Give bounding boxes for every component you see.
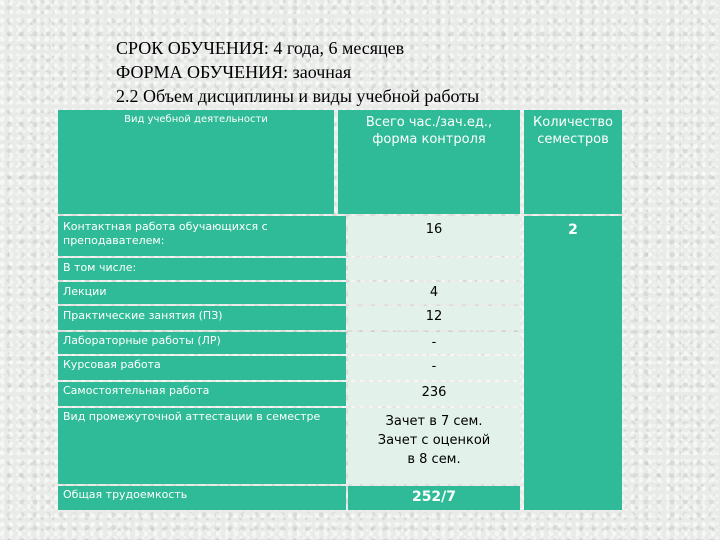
- header-activity: Вид учебной деятельности: [58, 110, 334, 214]
- row-label-coursework: Курсовая работа: [58, 356, 346, 380]
- row-label-labs: Лабораторные работы (ЛР): [58, 332, 346, 354]
- study-duration: СРОК ОБУЧЕНИЯ: 4 года, 6 месяцев: [116, 38, 405, 58]
- row-value-selfstudy: 236: [348, 382, 520, 406]
- row-label-practicals: Практические занятия (ПЗ): [58, 306, 346, 330]
- row-value-labs: -: [348, 332, 520, 354]
- row-label-total: Общая трудоемкость: [58, 486, 346, 510]
- row-value-attestation: Зачет в 7 сем. Зачет с оценкой в 8 сем.: [348, 408, 520, 484]
- row-value-coursework: -: [348, 356, 520, 380]
- semester-count: 2: [524, 216, 622, 510]
- row-value-contact: 16: [348, 216, 520, 256]
- row-label-contact: Контактная работа обучающихся с преподавателем:: [58, 216, 346, 256]
- header-total: Всего час./зач.ед., форма контроля: [338, 110, 520, 214]
- row-label-attestation: Вид промежуточной аттестации в семестре: [58, 408, 346, 484]
- row-value-total: 252/7: [348, 486, 520, 510]
- row-value-lectures: 4: [348, 282, 520, 304]
- row-label-including: В том числе:: [58, 258, 346, 280]
- row-value-practicals: 12: [348, 306, 520, 330]
- row-label-lectures: Лекции: [58, 282, 346, 304]
- study-form: ФОРМА ОБУЧЕНИЯ: заочная: [116, 62, 352, 82]
- row-label-selfstudy: Самостоятельная работа: [58, 382, 346, 406]
- header-semesters: Количество семестров: [524, 110, 622, 214]
- section-title: 2.2 Объем дисциплины и виды учебной работы: [116, 86, 480, 106]
- row-value-including: [348, 258, 520, 280]
